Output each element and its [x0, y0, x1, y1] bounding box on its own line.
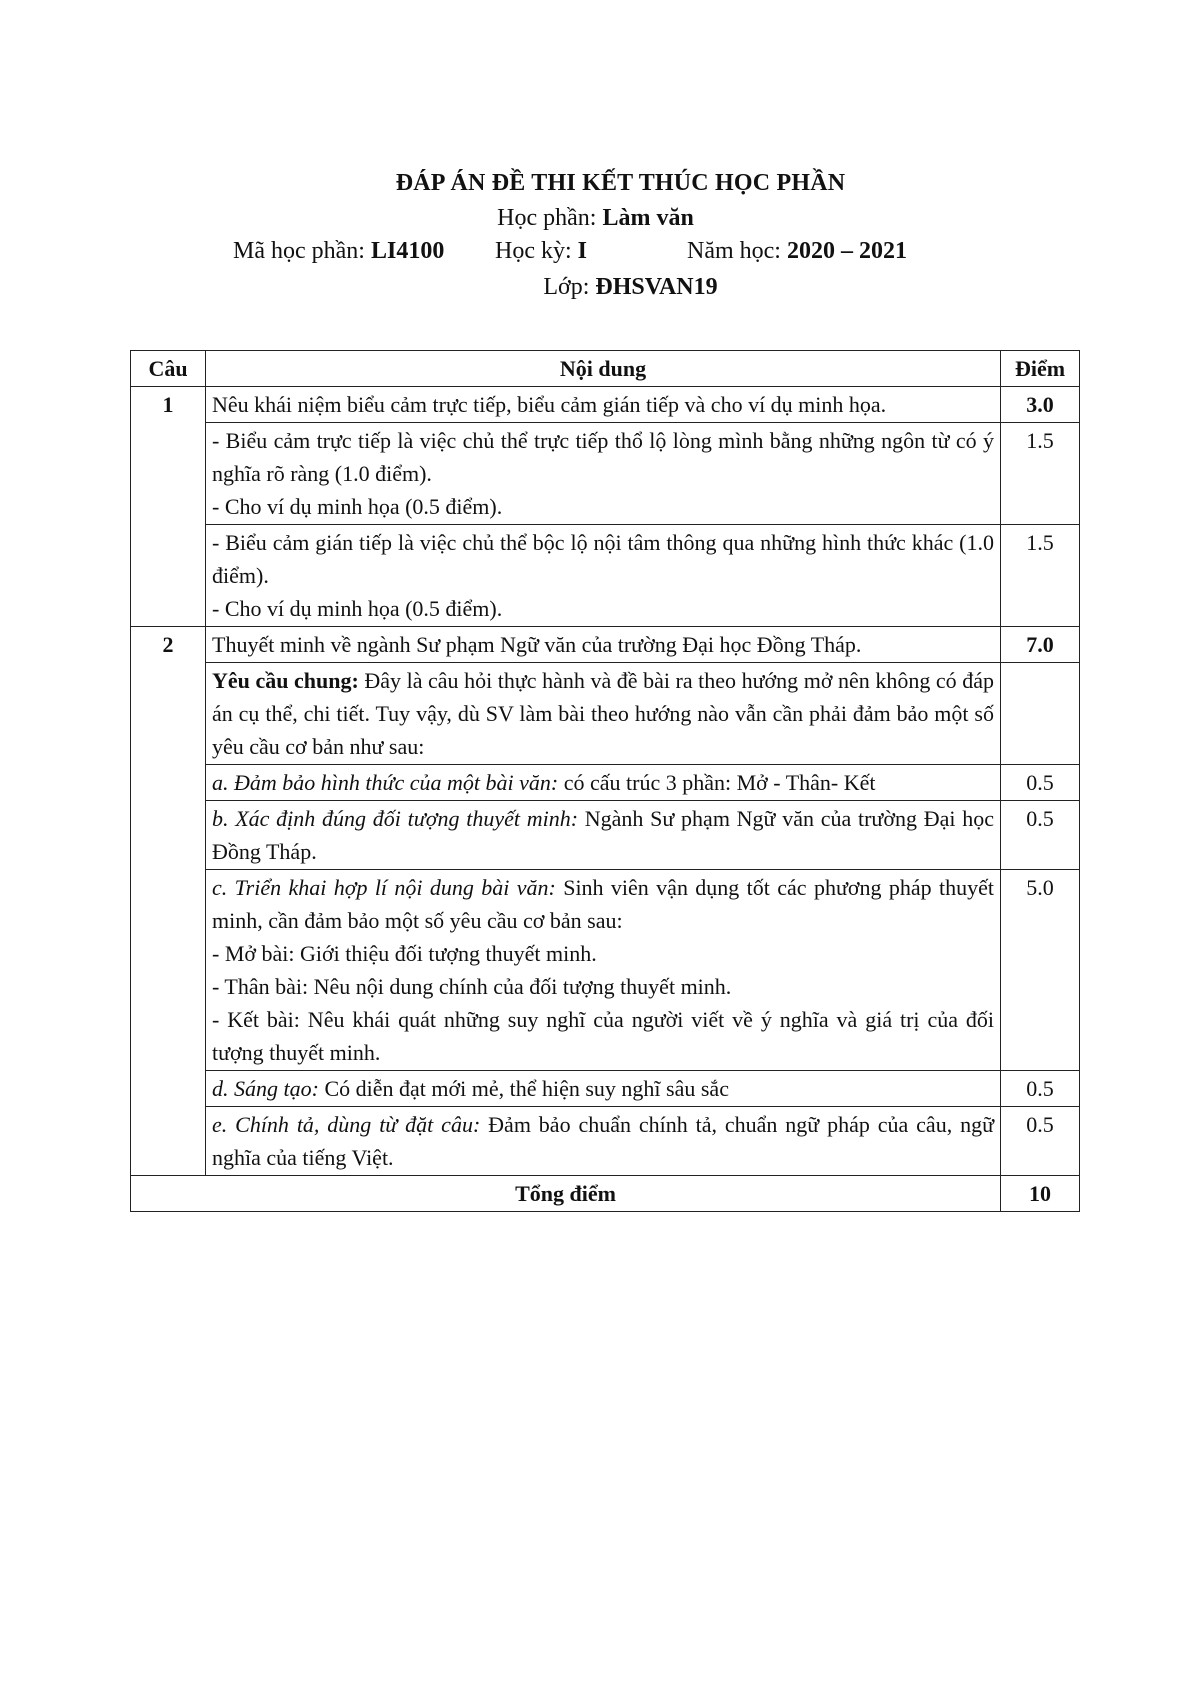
course-code-label: Mã học phần: — [233, 238, 371, 264]
criterion-text: có cấu trúc 3 phần: Mở - Thân- Kết — [558, 770, 876, 795]
answer-line: - Mở bài: Giới thiệu đối tượng thuyết minh. — [212, 941, 597, 966]
item-score: 0.5 — [1001, 801, 1080, 870]
answer-table — [130, 350, 1080, 1212]
item-score: 1.5 — [1001, 423, 1080, 525]
school-year — [687, 238, 907, 265]
header-score: Điểm — [1001, 351, 1080, 387]
course-code-value: LI4100 — [370, 238, 445, 264]
term-value: I — [577, 238, 587, 264]
table-row — [131, 1071, 1080, 1107]
header-content: Nội dung — [206, 351, 1001, 387]
question-score: 7.0 — [1001, 627, 1080, 663]
year-label: Năm học: — [687, 238, 787, 264]
class-line — [70, 274, 1191, 301]
table-row — [131, 870, 1080, 1071]
class-value: ĐHSVAN19 — [595, 274, 718, 300]
table-row — [131, 663, 1080, 765]
criterion-label: e. Chính tả, dùng từ đặt câu: — [212, 1112, 481, 1137]
table-row — [131, 1107, 1080, 1176]
answer-line: - Cho ví dụ minh họa (0.5 điểm). — [212, 596, 503, 621]
criterion-label: b. Xác định đúng đối tượng thuyết minh: — [212, 806, 579, 831]
course-value: Làm văn — [602, 205, 694, 231]
question-prompt: Nêu khái niệm biểu cảm trực tiếp, biểu cảm gián tiếp và cho ví dụ minh họa. — [206, 387, 1001, 423]
criterion-c — [206, 870, 1001, 1071]
criterion-a — [206, 765, 1001, 801]
criterion-text: Ngành Sư phạm Ngữ văn của trường Đại học Đồng Tháp. — [212, 806, 994, 864]
header-question: Câu — [131, 351, 206, 387]
criterion-label: a. Đảm bảo hình thức của một bài văn: — [212, 770, 559, 795]
answer-item — [206, 525, 1001, 627]
question-number: 2 — [131, 627, 206, 1176]
table-row — [131, 801, 1080, 870]
item-score: 0.5 — [1001, 765, 1080, 801]
general-requirement — [206, 663, 1001, 765]
question-number: 1 — [131, 387, 206, 627]
term — [495, 238, 587, 265]
question-prompt: Thuyết minh về ngành Sư phạm Ngữ văn của trường Đại học Đồng Tháp. — [206, 627, 1001, 663]
general-text: Đây là câu hỏi thực hành và đề bài ra theo hướng mở nên không có đáp án cụ thể, chi tiết. Tuy vậy, dù SV làm bài theo hướng nào vẫn cần phải đảm bảo một số yêu cầu cơ bản như sau: — [212, 668, 994, 759]
criterion-b — [206, 801, 1001, 870]
answer-line: - Cho ví dụ minh họa (0.5 điểm). — [212, 494, 503, 519]
table-row — [131, 765, 1080, 801]
answer-line: - Biểu cảm gián tiếp là việc chủ thể bộc lộ nội tâm thông qua những hình thức khác (1.0 điểm). — [212, 530, 994, 588]
criterion-text: Có diễn đạt mới mẻ, thể hiện suy nghĩ sâu sắc — [318, 1076, 729, 1101]
criterion-e — [206, 1107, 1001, 1176]
table-header-row — [131, 351, 1080, 387]
general-label: Yêu cầu chung: — [212, 668, 359, 693]
table-row — [131, 525, 1080, 627]
answer-line: - Kết bài: Nêu khái quát những suy nghĩ của người viết về ý nghĩa và giá trị của đối tượng thuyết minh. — [212, 1007, 994, 1065]
total-label: Tổng điểm — [131, 1176, 1001, 1212]
criterion-label: d. Sáng tạo: — [212, 1076, 319, 1101]
answer-item — [206, 423, 1001, 525]
total-row — [131, 1176, 1080, 1212]
question-score: 3.0 — [1001, 387, 1080, 423]
item-score: 1.5 — [1001, 525, 1080, 627]
criterion-text: Sinh viên vận dụng tốt các phương pháp thuyết minh, cần đảm bảo một số yêu cầu cơ bản sau: — [212, 875, 994, 933]
course-meta-row — [0, 238, 1191, 272]
item-score: 0.5 — [1001, 1071, 1080, 1107]
term-label: Học kỳ: — [495, 238, 578, 264]
table-row — [131, 627, 1080, 663]
criterion-d — [206, 1071, 1001, 1107]
document-title: ĐÁP ÁN ĐỀ THI KẾT THÚC HỌC PHẦN — [395, 170, 846, 196]
item-score: 5.0 — [1001, 870, 1080, 1071]
criterion-text: Đảm bảo chuẩn chính tả, chuẩn ngữ pháp của câu, ngữ nghĩa của tiếng Việt. — [212, 1112, 994, 1170]
course-label: Học phần: — [497, 205, 603, 231]
document-header — [0, 170, 1191, 301]
answer-line: - Biểu cảm trực tiếp là việc chủ thể trực tiếp thổ lộ lòng mình bằng những ngôn từ có ý nghĩa rõ ràng (1.0 điểm). — [212, 428, 994, 486]
total-score: 10 — [1001, 1176, 1080, 1212]
answer-line: - Thân bài: Nêu nội dung chính của đối tượng thuyết minh. — [212, 974, 732, 999]
criterion-label: c. Triển khai hợp lí nội dung bài văn: — [212, 875, 556, 900]
table-row — [131, 387, 1080, 423]
year-value: 2020 – 2021 — [786, 238, 907, 264]
criterion-intro — [212, 871, 994, 937]
item-score: 0.5 — [1001, 1107, 1080, 1176]
table-row — [131, 423, 1080, 525]
course-code — [233, 238, 444, 265]
empty-score — [1001, 663, 1080, 765]
course-line — [0, 205, 1191, 232]
class-label: Lớp: — [543, 274, 596, 300]
